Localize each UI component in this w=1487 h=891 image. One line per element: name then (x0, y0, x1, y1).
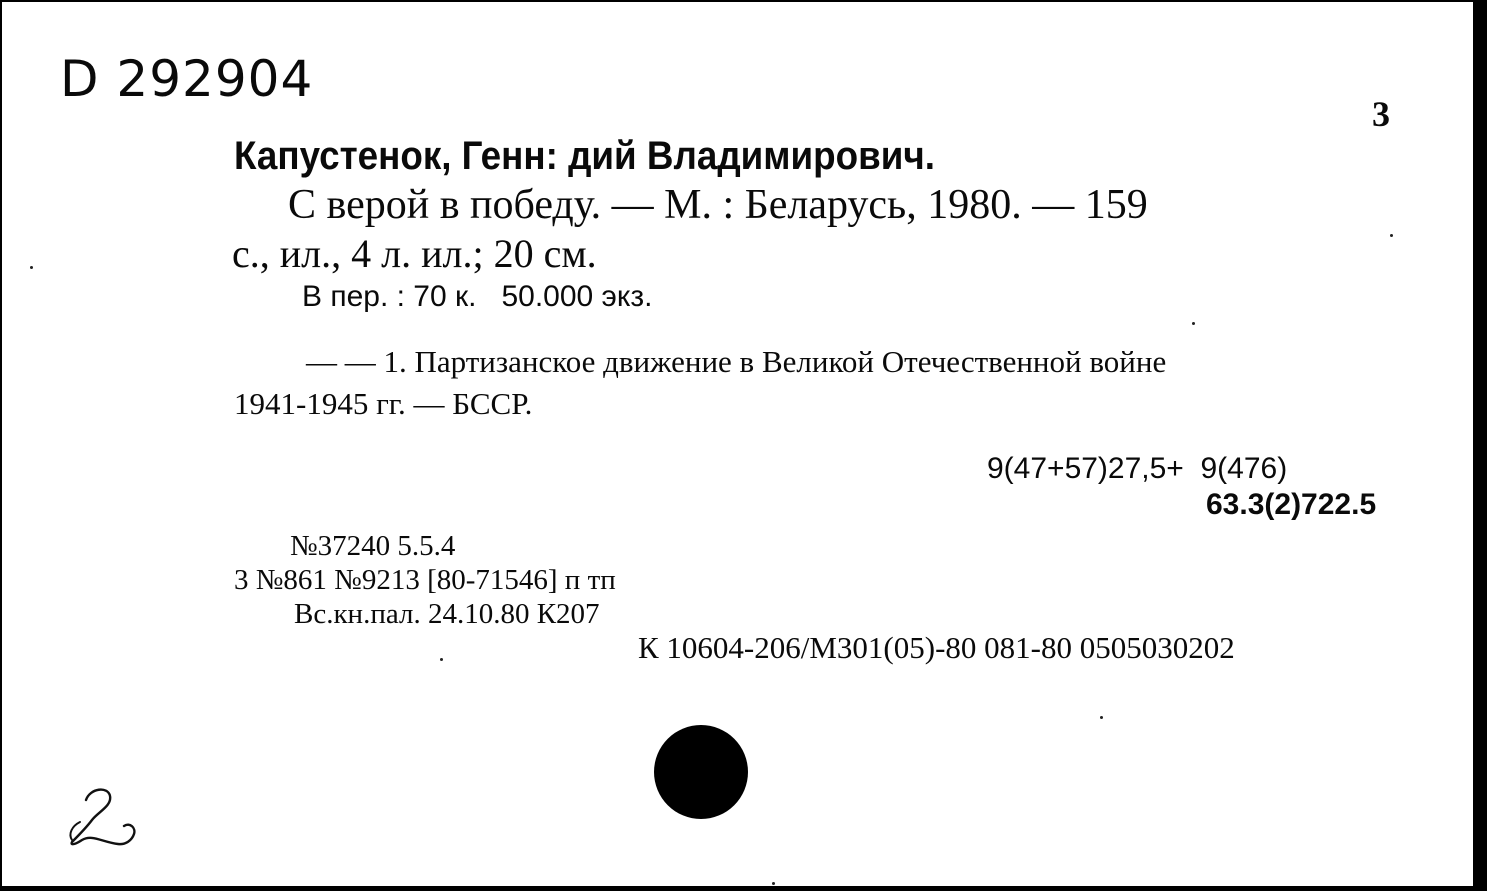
subject-line-2: 1941-1945 гг. — БССР. (234, 386, 533, 421)
stamp-number: D 292904 (60, 50, 314, 108)
handwritten-numeral-2-icon (62, 782, 146, 852)
record-line-4: К 10604-206/М301(05)-80 081-80 0505030202 (638, 630, 1235, 665)
price-line: В пер. : 70 к. 50.000 экз. (302, 280, 653, 313)
speck (1192, 322, 1195, 325)
title-line-1: С верой в победу. — М. : Беларусь, 1980. — 159 (288, 182, 1148, 228)
speck (1390, 234, 1393, 237)
speck (30, 266, 33, 269)
record-line-2: 3 №861 №9213 [80-71546] п тп (234, 564, 616, 596)
record-line-3: Вс.кн.пал. 24.10.80 К207 (294, 598, 600, 630)
speck (440, 658, 443, 661)
classification-line-1: 9(47+57)27,5+ 9(476) (987, 452, 1288, 485)
record-line-1: №37240 5.5.4 (290, 530, 456, 562)
title-line-2: с., ил., 4 л. ил.; 20 см. (232, 231, 597, 276)
punch-hole (654, 725, 748, 819)
catalog-card (2, 2, 1477, 889)
classification-line-2: 63.3(2)722.5 (1206, 488, 1377, 521)
corner-number: 3 (1372, 94, 1390, 134)
speck (1100, 716, 1103, 719)
speck (772, 882, 775, 885)
card-edge-shadow (1477, 0, 1487, 891)
author-heading: Капустенок, Генн: дий Владимирович. (234, 134, 935, 178)
subject-line-1: — — 1. Партизанское движение в Великой Отечественной войне (306, 344, 1167, 379)
